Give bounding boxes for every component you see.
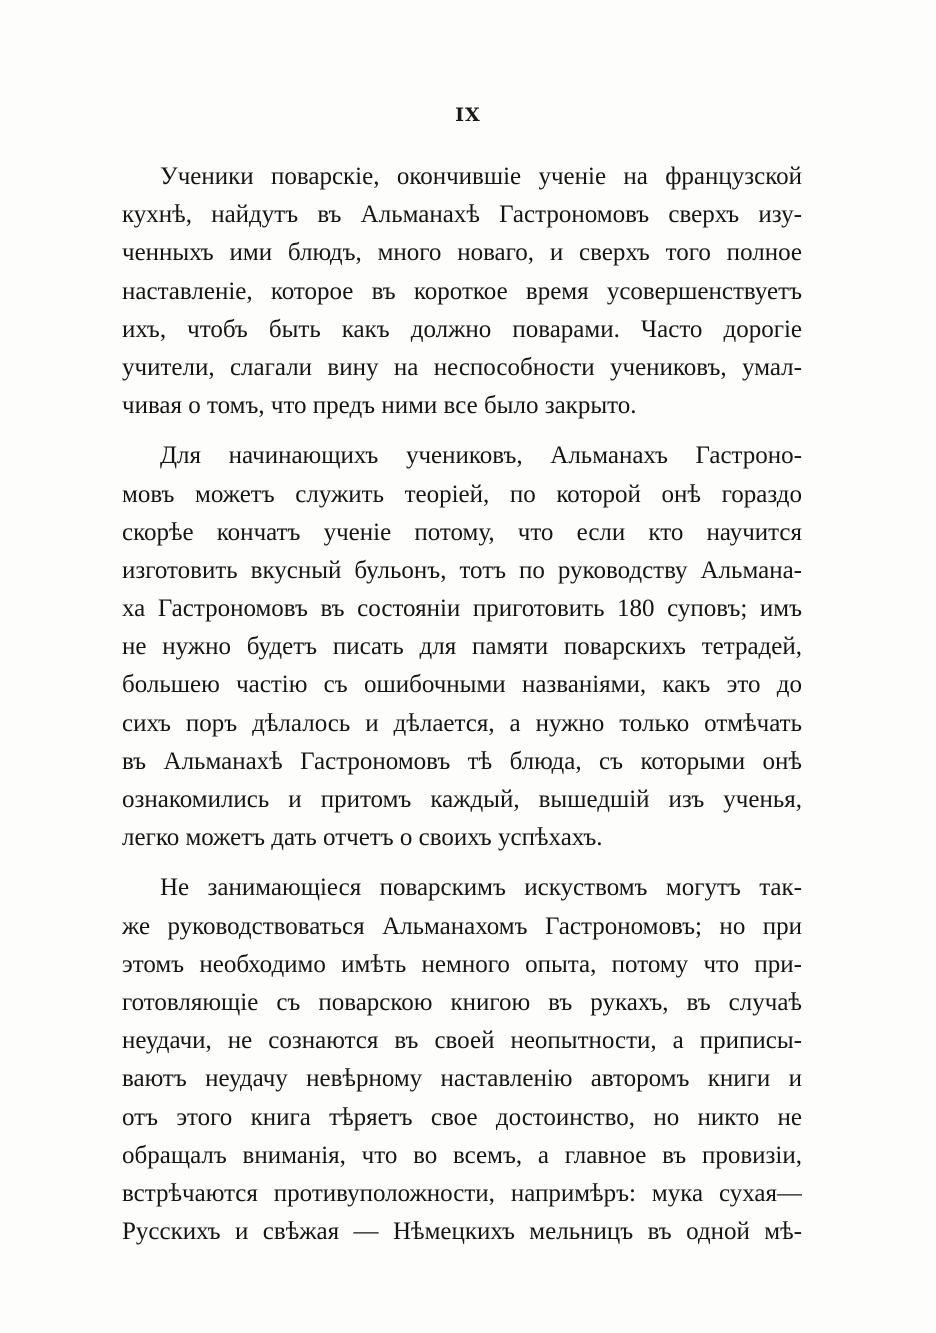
text-line: наставленіе, которое въ короткое время усовершенствуетъ [122,277,802,305]
text-line: въ Альманахѣ Гастрономовъ тѣ блюда, съ которыми онѣ [122,747,802,775]
page-number: IX [455,104,481,126]
text-line: не нужно будетъ писать для памяти поварскихъ тетрадей, [122,633,802,661]
text-line: ихъ, чтобъ быть какъ должно поварами. Часто дорогіе [122,315,802,343]
paragraph [122,869,802,1251]
text-line: большею частію съ ошибочными названіями, какъ это до [122,671,802,699]
text-line: Не занимающіеся поварскимъ искуствомъ могутъ так- [160,874,802,902]
text-line: ваютъ неудачу невѣрному наставленію авторомъ книги и [122,1065,802,1093]
text-line: скорѣе кончатъ ученіе потому, что если кто научится [122,518,802,546]
text-line: Русскихъ и свѣжая — Нѣмецкихъ мельницъ въ одной мѣ- [122,1218,802,1246]
text-line: мовъ можетъ служить теоріей, по которой онѣ гораздо [122,480,802,508]
text-line: Для начинающихъ учениковъ, Альманахъ Гастроно- [160,442,802,470]
text-line: сихъ поръ дѣлалось и дѣлается, а нужно только отмѣчать [122,709,802,737]
text-line: готовляющіе съ поварскою книгою въ рукахъ, въ случаѣ [122,988,802,1016]
text-line: отъ этого книга тѣряетъ свое достоинство, но никто не [122,1103,802,1131]
text-line: кухнѣ, найдутъ въ Альманахѣ Гастрономовъ сверхъ изу- [122,201,802,229]
text-line: ченныхъ ими блюдъ, много новаго, и сверхъ того полное [122,239,802,267]
text-line: Ученики поварскіе, окончившіе ученіе на французской [160,163,802,190]
text-line: учители, слагали вину на неспособности учениковъ, умал- [122,353,802,381]
text-line: же руководствоваться Альманахомъ Гастрономовъ; но при [122,912,802,940]
body-text [122,158,802,1251]
text-line: встрѣчаются противуположности, напримѣръ: мука сухая— [122,1179,802,1207]
text-line: обращалъ вниманія, что во всемъ, а главное въ провизіи, [122,1141,802,1169]
text-line: неудачи, не сознаются въ своей неопытности, а приписы- [122,1027,802,1055]
text-line: этомъ необходимо имѣть немного опыта, потому что при- [122,950,802,978]
paragraph [122,437,802,857]
text-line: чивая о томъ, что предъ ними все было закрыто. [122,392,637,420]
text-line: ха Гастрономовъ въ состояніи приготовить 180 суповъ; имъ [122,595,802,623]
text-line: ознакомились и притомъ каждый, вышедшій изъ ученья, [122,786,802,813]
text-line: легко можетъ дать отчетъ о своихъ успѣхахъ. [122,824,603,852]
text-line: изготовить вкусный бульонъ, тотъ по руководству Альмана- [122,556,802,584]
paragraph [122,158,802,425]
